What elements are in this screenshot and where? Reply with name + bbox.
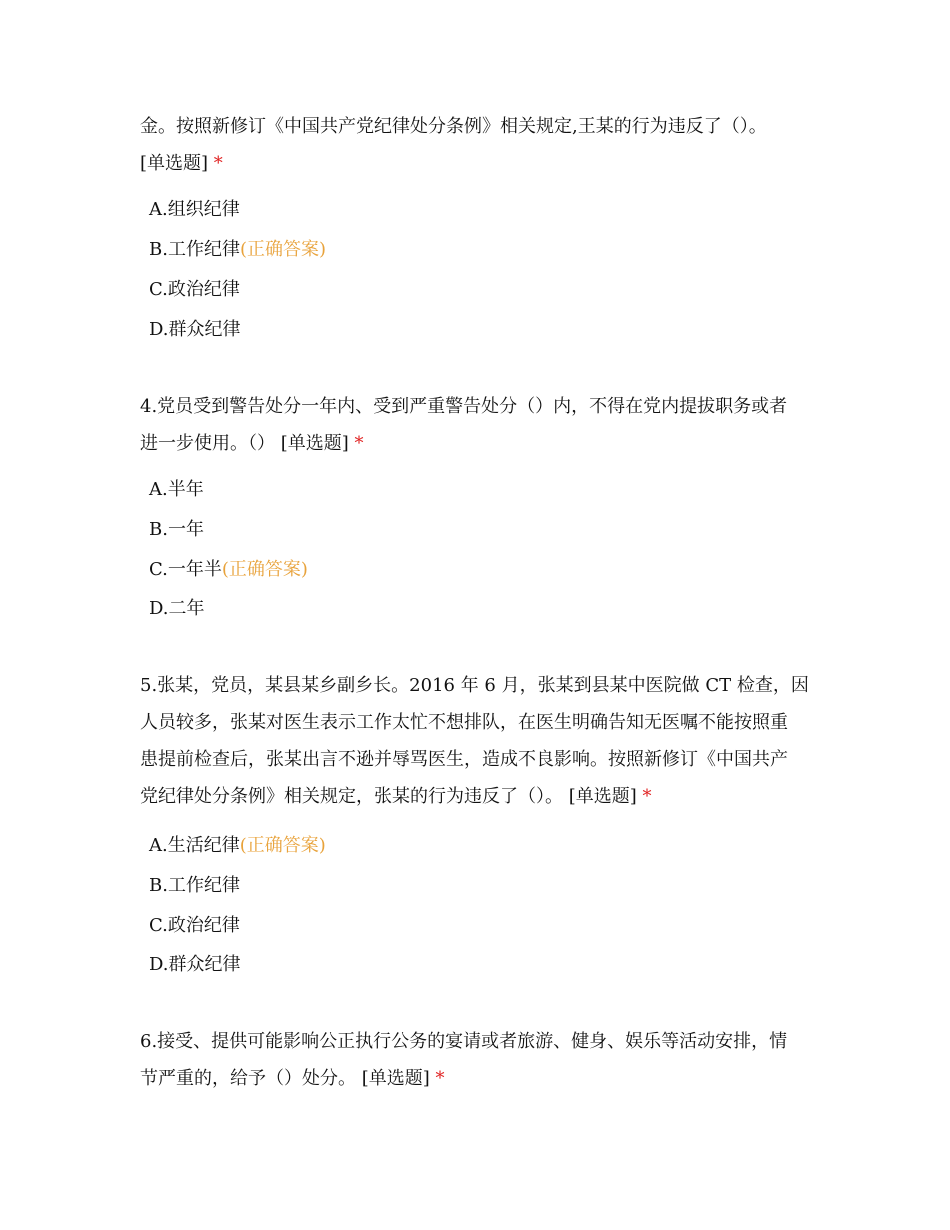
question-5-text-line4: 党纪律处分条例》相关规定，张某的行为违反了（）。 [单选题] * [140,786,652,807]
option-d: D.二年 [149,598,205,619]
required-star: * [435,1068,445,1089]
question-5-text-line1: 5.张某，党员，某县某乡副乡长。2016 年 6 月，张某到县某中医院做 CT 检查，因 [140,675,809,696]
question-3-type-line [140,145,820,182]
option-c: C.政治纪律 [149,279,240,300]
question-type-label: [单选题] [361,1068,430,1089]
question-4-text-line2: 进一步使用。（） [单选题] * [140,433,364,454]
option-b: B.工作纪律 [149,875,240,896]
question-5-text-line3: 患提前检查后，张某出言不逊并辱骂医生，造成不良影响。按照新修订《中国共产 [140,749,788,770]
question-6-text-line2: 节严重的，给予（）处分。 [单选题] * [140,1068,445,1089]
option-b: B.工作纪律(正确答案) [149,239,326,260]
option-a: A.生活纪律(正确答案) [149,835,326,856]
option-c: C.政治纪律 [149,915,240,936]
question-5-text-line2: 人员较多，张某对医生表示工作太忙不想排队，在医生明确告知无医嘱不能按照重 [140,712,788,733]
option-a: A.组织纪律 [149,199,240,220]
question-4 [140,388,820,462]
option-b: B.一年 [149,519,204,540]
required-star: * [642,786,652,807]
question-5 [140,667,820,815]
question-3-text: 金。按照新修订《中国共产党纪律处分条例》相关规定,王某的行为违反了（）。 [140,116,767,137]
question-6-text-line1: 6.接受、提供可能影响公正执行公务的宴请或者旅游、健身、娱乐等活动安排，情 [140,1031,788,1052]
correct-answer-tag: (正确答案) [239,239,326,260]
option-d: D.群众纪律 [149,954,241,975]
question-6 [140,1023,820,1097]
question-4-text-line1: 4.党员受到警告处分一年内、受到严重警告处分（）内，不得在党内提拔职务或者 [140,396,788,417]
required-star: * [354,433,364,454]
question-type-label: [单选题] [140,153,209,174]
required-star: * [213,153,223,174]
option-a: A.半年 [149,479,204,500]
question-type-label: [单选题] [280,433,349,454]
correct-answer-tag: (正确答案) [221,559,308,580]
option-c: C.一年半(正确答案) [149,559,308,580]
question-type-label: [单选题] [568,786,637,807]
correct-answer-tag: (正确答案) [239,835,326,856]
question-3 [140,108,820,182]
option-d: D.群众纪律 [149,319,241,340]
